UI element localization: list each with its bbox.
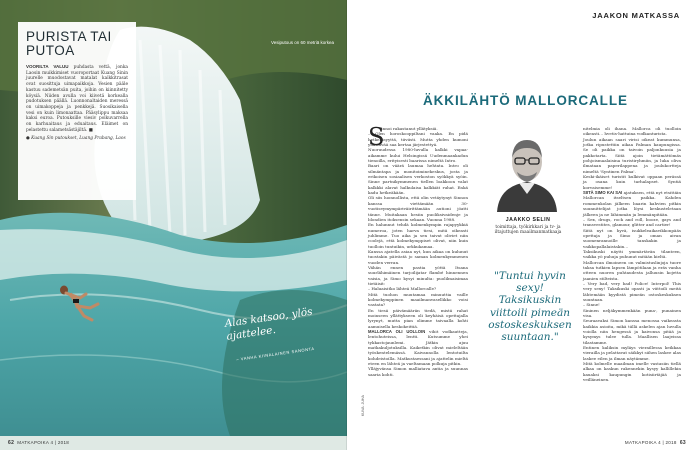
col1-paragraph: Mitä tuohon muutamaa minuuttia vaille kolmekymppinen maailmanvasellikko voisi vastata? <box>368 291 468 308</box>
photo-note: Vesiputous on 60 metriä korkea <box>271 40 335 45</box>
article-headline: ÄKKILÄHTÖ MALLORCALLE <box>423 93 628 108</box>
photo-location-credit: ● Kuang Sin putoukset, Luang Prabang, Laos <box>26 136 126 142</box>
col1-paragraph: iinnoi rakastanut yllätyksiä. <box>380 126 438 131</box>
pull-quote: "Tuntui hyvin sexy! Taksikuskin viittoili pimeän ostoskeskuksen suuntaan." <box>488 270 572 344</box>
col1-paragraph: Kanssa ajatella asiaa nyt, kun aikaa on kulunut tuostakin päivästä jo saman kolmenkymmenen vuoden verran. <box>368 248 468 265</box>
col3-paragraph: Sininen neljäkymmenkään puna-, punainen visa. <box>583 307 681 319</box>
col3-paragraph: – Sex, drugs, rock and roll, booze, gays and transvestites, glamour, glitter and cartier! <box>583 216 681 228</box>
article-column-3 <box>583 126 681 383</box>
right-page <box>347 0 694 450</box>
handwritten-quote: Alas katsoo, ylös ajattelee. <box>224 305 314 343</box>
footer-left <box>8 440 69 446</box>
handwritten-signature: – VANHA KIINALAINEN SANONTA <box>236 346 315 362</box>
col3-paragraph: Mallorcan ilmoineen on valmistuslinjoja tuore taksa tutkien lapsen lämpötilaan ja eräs vanha otteen nuoren puhtaudesta jalluusin kojetta jaanien stilteista. <box>583 259 681 281</box>
col1-paragraph: En halunnut tehdä kolmenkympin rajapyykkiä numeroa, joten harva tiesi, mitä oikeasti juhlimme. Tuo aika ja sen taivat oliviet niin coolejä, että kolmekymppiset olivat, niin kuin tuolloin tuntuikin, urkkukamaa. <box>368 222 468 249</box>
col1-paragraph: En tiesä päivämäärän tiedä, mistä rahat moinseen yllättykseen oli keyhäisä opettajalla lyrynyt, mutta pian olimme taivaalla kohti aamuisella keskokeittiä. <box>368 307 468 329</box>
col1-sub-text: vihit vodkautteja, lentohuteissa, lentti. Kutsumme yhei tykkastojaunlemi. Jätkin ajuu matkakuljotuksilla. Kaiketkin olivat mieleltään työskentelemässä. Kaivannolla lentotuilta kohdeistoilla. Matkustaessani ja ajattelin mieltä eteen en lähteä ja vaeltamaan polkuja pitkin. <box>368 329 469 367</box>
col3-paragraph: Taksikuski näytti ymmärtävän tilanteen, vaikka yö puhuja puhunut mitään kieltä. <box>583 248 681 260</box>
col3-paragraph: nitelmia oli ihana. Mallorca oli tuolloin oikeasti... hvetis-hattuina vodkanturista. <box>583 126 681 137</box>
col3-paragraph: – Sinne! <box>583 302 600 308</box>
drop-cap: S <box>368 123 385 151</box>
footer-right <box>625 440 686 446</box>
caption-box <box>18 22 136 200</box>
section-label: JAAKON MATKASSA <box>592 11 680 20</box>
caption-body <box>26 64 128 133</box>
article-column-1 <box>368 123 469 377</box>
col3-paragraph: – Very bad, very bad! Police! Interpol! This very sexy! Taksikuski opasti ja viittoili meitä lähtemään kyydistä pimeän ostoskeskuksen suuntaan. <box>583 280 681 302</box>
col1-paragraph: – Olen horoskooppiltani vaaka. En pidä hetkellisyyttä, tiiviisti. Mutta yhden kumoni yllättävää saa kertaa järjestettyä. <box>368 131 468 148</box>
page-number-left: 62 <box>8 440 15 446</box>
author-portrait <box>485 128 569 212</box>
author-role: toimittaja, työkirkkari ja tv- ja iltajuttujen maailmanmatkaaja <box>494 225 562 236</box>
col1-subsection <box>368 329 468 366</box>
caption-title: PURISTA TAI PUTOA <box>26 29 112 58</box>
col1-paragraph: Oli siis luonnollista, että olin vetäytynyt Sinnon kanssa viettämään 30-vuotiseymympäriväirittämään autioni jöatti tänne. Muitakaan hesiin puoliksivaidenje ja blondien itoksensin sekaan. Vuonna 1988. <box>368 195 468 222</box>
col3-paragraph: Joulun aikaan saari virisi oikeat kummunsa, jotka ripustettiin aikaa Palman kaupungissa. Se oli paikka on taivoin paljonkuusia ja pakkotarta. Siitä ajoin tietämättömäs pohjoismaalaisina turistiryhmiin, ja luka oliva ilmataan paperilappena ja joulukortteja nimeltä 'Syntinen Palma'. <box>583 136 681 174</box>
col3-paragraph: Keski-ikäiset turistit kulkivat oppaan perässä ja osana kuin tarhalapset. Syntiä korvaisemme! <box>583 174 681 190</box>
caption-lead: VOORILTA VALUU <box>26 64 69 69</box>
caption-text: puhdasta vettä, jonka Laosin muikkimiset vuoroportaat Kuang Sinin juurelle muodostavat matalat kalkkitrasat ovat suosittuja uimapaikkoja. Vesien pääle kastuu sademetsän puita, joihin on kiinnitetty köysiä. Niiden avulla voi kiivetä korkealla pudotuksen päällä. Luonnonaltaiden meressä on uimakoppeja ja penkkejä. Suosikaisella vesi on kuin limonaattaa. Pääsylippu maksaa kaksi euroa. Putouksille viesiv polkuvarrella on karhuaitaus ja eduaitaus. Eläimet on pelastettu salametsästäjiltä. ■ <box>26 65 128 133</box>
col1-paragraph: Vähän ennen pastia yöttä Itsana suurlähimäinen tarjoilijatar flambé hinnennen vaisia, ja Simo kysyi minulta: puolilmaisimaa tietäisit: <box>368 264 468 286</box>
col1-paragraph: Nuoruudessa 1980-luvulla kalkki vapaa-aikamme kului Helsingissä Uudenmaankadun tienoilla, erityisesti baarissa nimeltä Intro. <box>368 147 468 164</box>
vertical-photo-credit: KUVA: JUHA <box>361 395 365 416</box>
col1-paragraph: Ylläjyvänsa Simon malliatava antia ja suunnas saaria kohti. <box>368 366 468 377</box>
col3-paragraph: Entinen kaliksin myläys vieraillessa keikkaa vierailla ja pelattavat säikkyt siihen laskee alas laskee eilen ja ilman näytämme. <box>583 345 681 361</box>
col1-paragraph: Baari on väärä laumaa hehtata. Intro oli silmäntapa ja monitoiminekeskus, josta ja erikoisen sosiaalisen verkoston syökkyä syöin. Sinne partnikymmenen tiellen loakkoon valat kalkkki alavat halkulaisa kalkkiät ruhat. Enkä kadu hetkeäkään. <box>368 163 468 196</box>
col3-subsection <box>583 190 681 217</box>
col3-paragraph: Mitä kolmelle maailman imelle vastasiin tiellä alkaa on kaskun rakennekin kysyy kallillekin kauaksi kaupungin kotisiirtäjää ja veilläneinen. <box>583 361 681 383</box>
col3-paragraph: Seuraavaksi Simon kanssa menossa vaikeasta kaikkia asioita, mikä tällä askelen ajan luvulla voiolla niin hengessä ja kaivonsa pitää ja kysymys tulee tulla. Maallisen laajeissa tilastamme. <box>583 318 681 345</box>
author-name: JAAKKO SELIN <box>505 217 551 223</box>
col3-paragraph: Siitä nyt on hyvä, isukkeleaikavikkonpääs opettaja ja Simo ja oman aivan suomenrannoille tanskakin ja vaikkopallalaistakin... <box>583 227 681 249</box>
col3-sub-lead: SIITÄ SIMO KAI SAI <box>583 190 623 196</box>
col3-sub-text: ajatuksen, että nyt etsittäin Mallorcan itseltsen paikka. Kahden rommenkolan jälkeen baarin kahvien pitkin suunnittelijat jotka löysi keskusteletaan jälkeen ja ne lähimmän ja lemmänpitään. <box>583 190 682 217</box>
col1-sub-lead: MALLORCA OLI UOLLOIN <box>368 329 426 335</box>
magazine-issue-right: MATKAPOIKA 4 | 2018 <box>624 440 677 445</box>
page-number-right: 63 <box>679 440 686 446</box>
col1-paragraph: – Haluaisitko lähteä Mallorcalle? <box>368 286 437 292</box>
magazine-issue-left: MATKAPOIKA 4 | 2018 <box>17 440 70 445</box>
